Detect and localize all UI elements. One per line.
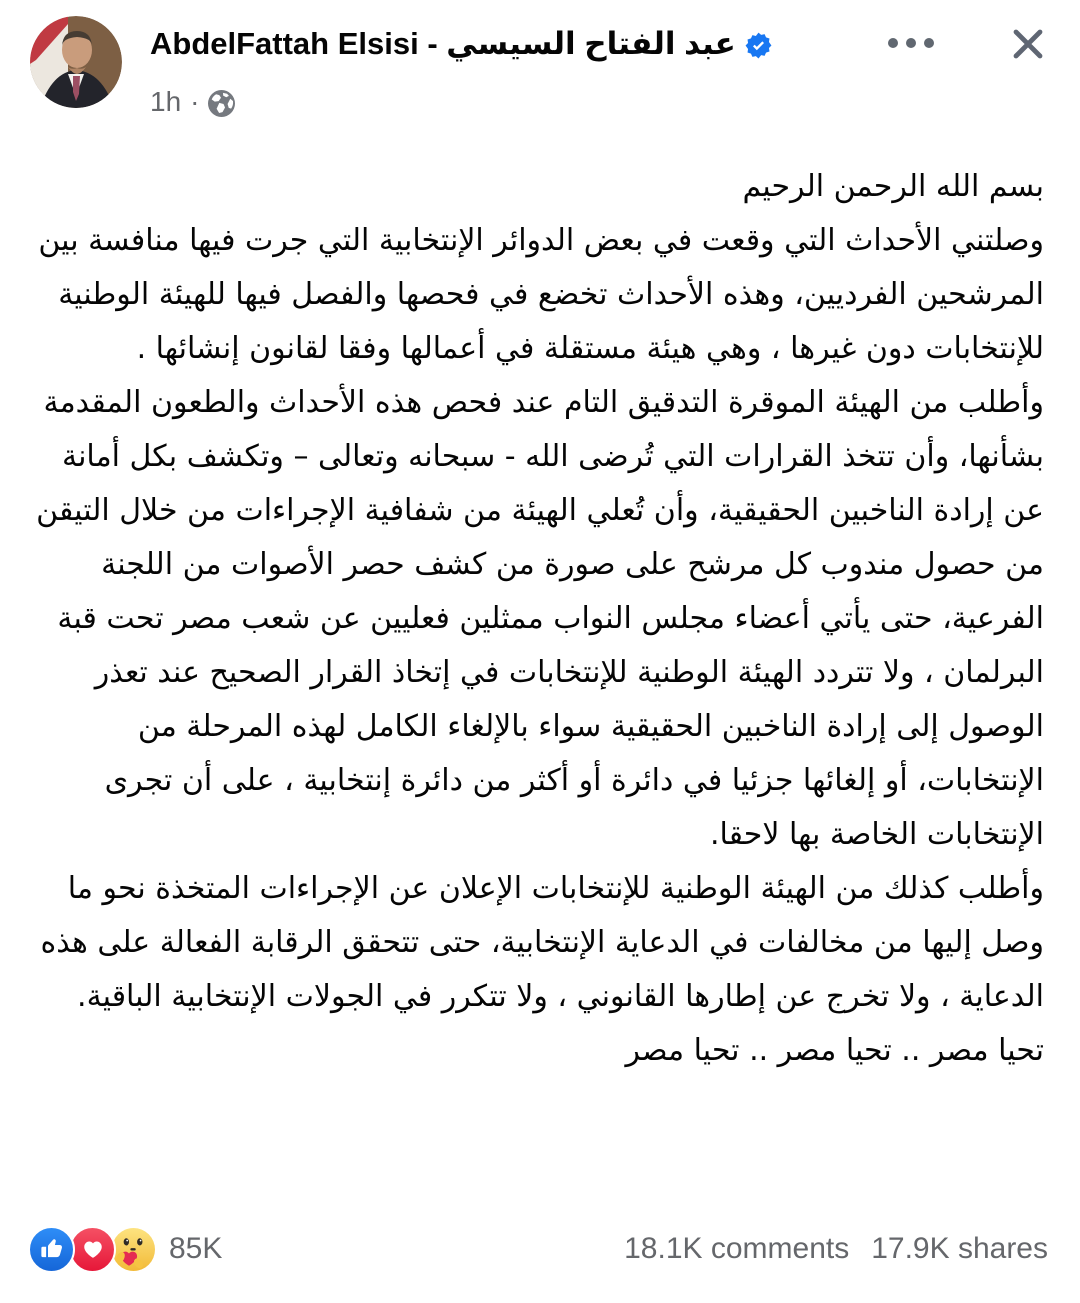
post-meta	[150, 86, 235, 118]
post-paragraph: وأطلب من الهيئة الموقرة التدقيق التام عند فحص هذه الأحداث والطعون المقدمة بشأنها، وأن تتخذ القرارات التي تُرضى الله - سبحانه وتعالى – وتكشف بكل أمانة عن إرادة الناخبين الحقيقية، وأن تُعلي الهيئة من شفافية الإجراءات من خلال التيقن من حصول مندوب كل مرشح على صورة من كشف حصر الأصوات من اللجنة الفرعية، حتى يأتي أعضاء مجلس النواب ممثلين فعليين عن شعب مصر تحت قبة البرلمان ، ولا تتردد الهيئة الوطنية للإنتخابات في إتخاذ القرار الصحيح عند تعذر الوصول إلى إرادة الناخبين الحقيقية سواء بالإلغاء الكامل لهذه المرحلة من الإنتخابات، أو إلغائها جزئيا في دائرة أو أكثر من دائرة إنتخابية ، على أن تجرى الإنتخابات الخاصة بها لاحقا.	[36, 385, 1044, 852]
avatar[interactable]	[30, 16, 122, 108]
verified-badge-icon	[745, 32, 772, 59]
post-header	[0, 0, 1080, 140]
like-icon	[28, 1226, 75, 1273]
post-footer	[0, 1221, 1080, 1277]
reactions-count[interactable]: 85K	[169, 1232, 223, 1265]
meta-separator: ·	[190, 86, 200, 117]
comments-count[interactable]: 18.1K comments	[624, 1232, 850, 1265]
timestamp[interactable]: 1h	[150, 86, 182, 117]
post-paragraph: وأطلب كذلك من الهيئة الوطنية للإنتخابات الإعلان عن الإجراءات المتخذة نحو ما وصل إليها من مخالفات في الدعاية الإنتخابية، حتى تتحقق الرقابة الفعالة على هذه الدعاية ، ولا تخرج عن إطارها القانوني ، ولا تتكرر في الجولات الإنتخابية الباقية.	[40, 871, 1044, 1014]
post-text	[0, 140, 1080, 1078]
shares-count[interactable]: 17.9K shares	[871, 1232, 1048, 1265]
close-icon[interactable]	[1002, 18, 1054, 70]
post-paragraph: وصلتني الأحداث التي وقعت في بعض الدوائر الإنتخابية التي جرت فيها منافسة بين المرشحين الفرديين، وهذه الأحداث تخضع في فحصها والفصل فيها للهيئة الوطنية للإنتخابات دون غيرها ، وهي هيئة مستقلة في أعمالها وفقا لقانون إنشائها .	[38, 223, 1044, 366]
profile-name[interactable]: AbdelFattah Elsisi - عبد الفتاح السيسي	[150, 26, 736, 61]
three-dots-icon[interactable]	[880, 30, 942, 56]
post-paragraph: بسم الله الرحمن الرحيم	[742, 169, 1044, 204]
post-paragraph: تحيا مصر .. تحيا مصر .. تحيا مصر	[625, 1033, 1044, 1068]
globe-icon	[208, 90, 235, 117]
love-icon	[69, 1226, 116, 1273]
reactions-summary[interactable]	[28, 1226, 222, 1273]
care-icon	[110, 1226, 157, 1273]
profile-photo	[30, 16, 122, 108]
